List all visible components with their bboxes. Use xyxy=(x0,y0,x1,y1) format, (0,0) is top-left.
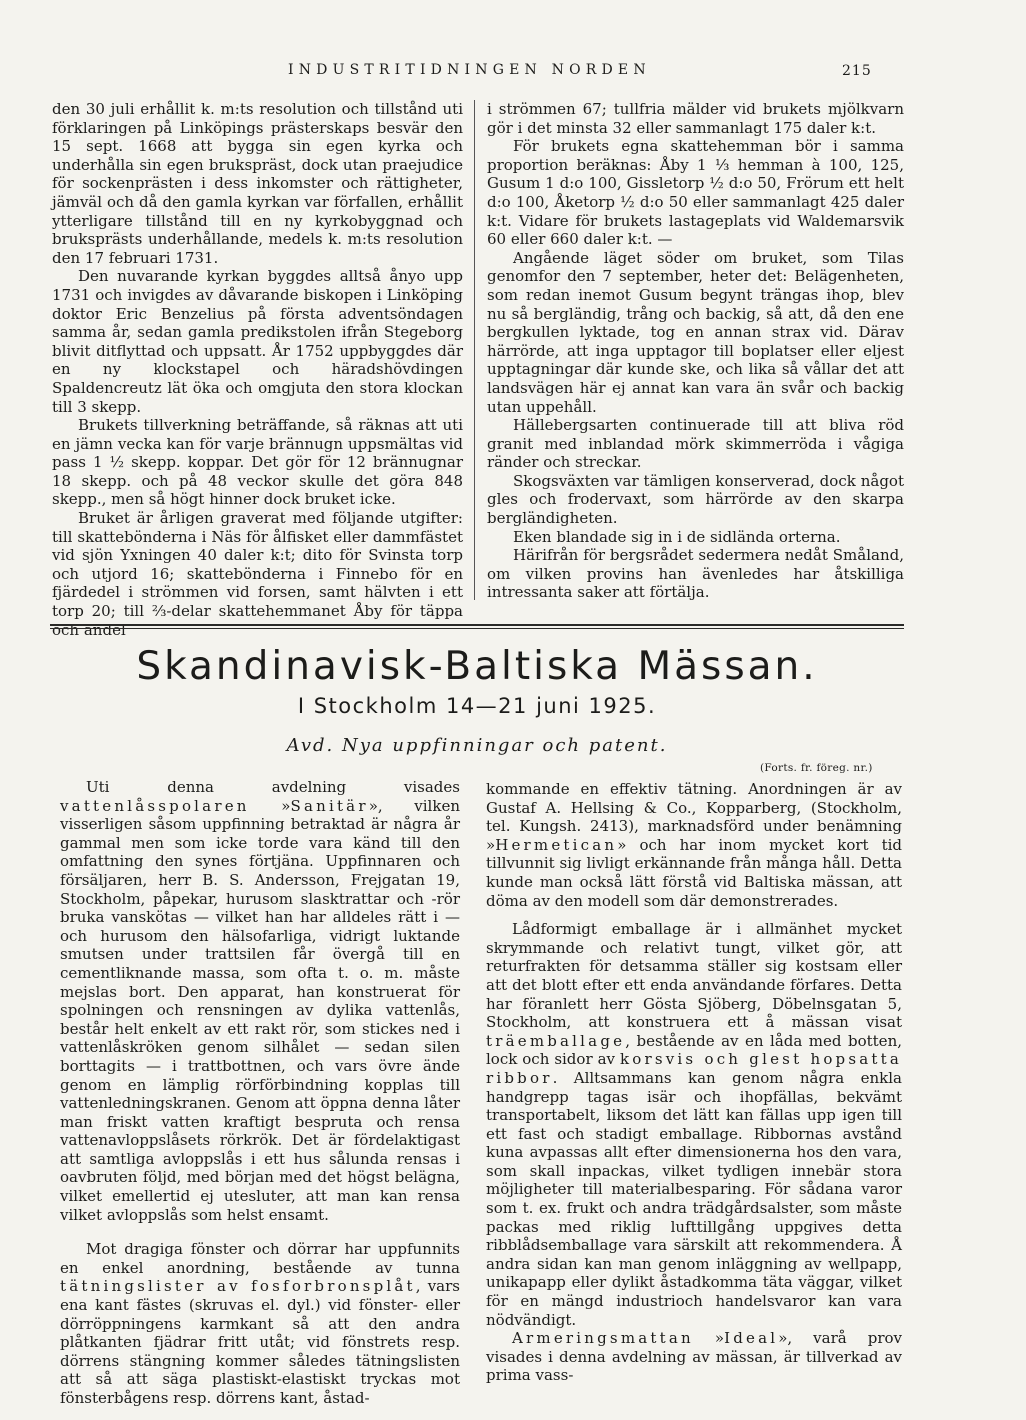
continued-note: (Forts. fr. föreg. nr.) xyxy=(760,762,873,774)
paragraph: Bruket är årligen graverat med följande utgifter: till skattebönderna i Näs för ålfisket eller dammfästet vid sjön Yxningen 40 daler k:t; dito för Svinsta torp och utjord 16; skattebönderna i Finnebo för en fjärdedel i strömmen vid forsen, samt hälvten i ett torp 20; till ⅔-delar skattehemmanet Åby för täppa och andel xyxy=(52,509,463,639)
section-rule xyxy=(50,624,904,626)
paragraph: Hällebergsarten continuerade till att bliva röd granit med inblandad mörk skimmerröda i vågiga ränder och streckar. xyxy=(487,416,904,472)
paragraph: Uti denna avdelning visades vattenlåsspolaren »Sanitär», vilken visserligen såsom uppfinning betraktad är några år gammal men som icke torde vara känd till den omfattning den synes förtjäna. Uppfinnaren och försäljaren, herr B. S. Andersson, Frejgatan 19, Stockholm, påpekar, hurusom slasktrattar och -rör bruka vanskötas — vilket han har alldeles rätt i — och hurusom den hälsofarliga, vidrigt luktande smutsen under trattsilen får övergå till en cementliknande massa, som ofta t. o. m. måste mejslas bort. Den apparat, han konstruerat för spolningen och rensningen av dylika vattenlås, består helt enkelt av ett rakt rör, som stickes ned i vattenlåskröken genom silhålet — sedan silen borttagits — i trattbottnen, och vars övre ände genom en lämplig rörförbindning kopplas till vattenledningskranen. Genom att öppna denna låter man friskt vatten kraftigt bespruta och rensa vattenavloppslåsets rörkrök. Det är fördelaktigast att samtliga avloppslås i ett hus sålunda rensas i oavbruten följd, med början med det högst belägna, vilket emellertid ej utesluter, att man kan rensa vilket avloppslås som helst ensamt. xyxy=(60,778,460,1224)
bottom-left-column xyxy=(60,778,460,1408)
running-title: INDUSTRITIDNINGEN NORDEN xyxy=(288,62,651,78)
top-left-column xyxy=(52,100,463,639)
paragraph: Lådformigt emballage är i allmänhet mycket skrymmande och relativt tungt, vilket gör, att returfrakten för detsamma ställer sig kostsam eller att det blott efter ett enda användande förfares. Detta har föranlett herr Gösta Sjöberg, Döbelnsgatan 5, Stockholm, att konstruera ett å mässan visat träemballage, bestående av en låda med botten, lock och sidor av korsvis och glest hopsatta ribbor. Alltsammans kan genom några enkla handgrepp tagas isär och ihopfällas, bekvämt transportabelt, liksom det lätt kan fällas upp igen till ett fast och stadigt emballage. Ribbornas avstånd kuna avpassas allt efter dimensionerna hos den vara, som skall inpackas, vilket tydligen innebär stora möjligheter till materialbesparing. För sådana varor som t. ex. frukt och andra trädgårdsalster, som måste packas med riklig lufttillgång uppgives detta ribblådsemballage vara särskilt att rekommendera. Å andra sidan kan man genom inläggning av wellpapp, unikapapp eller dylikt åstadkomma täta väggar, vilket för en mängd industrioch handelsvaror kan vara nödvändigt. xyxy=(486,920,902,1329)
bottom-right-column xyxy=(486,780,902,1385)
paragraph: Den nuvarande kyrkan byggdes alltså ånyo upp 1731 och invigdes av dåvarande biskopen i Linköping doktor Eric Benzelius på första adventsöndagen samma år, sedan gamla predikstolen ifrån Stegeborg blivit ditflyttad och uppsatt. År 1752 uppbyggdes där en ny klockstapel och häradshövdingen Spaldencreutz lät öka och omgjuta den stora klockan till 3 skepp. xyxy=(52,267,463,416)
paragraph: den 30 juli erhållit k. m:ts resolution och tillstånd uti förklaringen på Linköpings prästerskaps besvär den 15 sept. 1668 att bygga sin egen kyrka och underhålla sin egen brukspräst, dock utan praejudice för sockenprästen i dess inkomster och rättigheter, jämväl och då den gamla kyrkan var förfallen, erhållit ytterligare tillstånd till en ny kyrkobyggnad och bruksprästs underhållande, medels k. m:ts resolution den 17 februari 1731. xyxy=(52,100,463,267)
column-divider xyxy=(474,100,475,600)
paragraph: Brukets tillverkning beträffande, så räknas att uti en jämn vecka kan för varje brännugn uppsmältas vid pass 1 ½ skepp. koppar. Det gör för 12 brännugnar 18 skepp. och på 48 veckor skulle det göra 848 skepp., men så högt hinner dock bruket icke. xyxy=(52,416,463,509)
paragraph: Angående läget söder om bruket, som Tilas genomfor den 7 september, heter det: Belägenheten, som redan inemot Gusum begynt trängas ihop, blev nu så bergländig, trång och backig, så att, då den ene bergkullen lyktade, tog en annan strax vid. Därav härrörde, att inga upptagor till boplatser eller eljest upptagningar där kunde ske, och lika så vållar det att landsvägen här ej annat kan vara än svår och backig utan uppehåll. xyxy=(487,248,904,416)
top-right-column xyxy=(487,100,904,602)
paragraph: Mot dragiga fönster och dörrar har uppfunnits en enkel anordning, bestående av tunna tätningslister av fosforbronsplåt, vars ena kant fästes (skruvas el. dyl.) vid fönster- eller dörröppningens karmkant så att den andra plåtkanten fjädrar fritt utåt; vid fönstrets resp. dörrens stängning kommer således tätningslisten att så att säga plastiskt-elastiskt tryckas mot fönsterbågens resp. dörrens kant, åstad- xyxy=(60,1240,460,1407)
page-number: 215 xyxy=(842,63,872,79)
paragraph: Härifrån för bergsrådet sedermera nedåt Småland, om vilken provins han ävenledes har åtskilliga intressanta saker att förtälja. xyxy=(487,546,904,602)
section-rule-thin xyxy=(50,628,904,629)
section-heading: Avd. Nya uppfinningar och patent. xyxy=(286,735,668,756)
paragraph: Skogsväxten var tämligen konserverad, dock något gles och frodervaxt, som härrörde av den skarpa bergländigheten. xyxy=(487,471,904,528)
paragraph: Armeringsmattan »Ideal», varå prov visades i denna avdelning av mässan, är tillverkad av prima vass- xyxy=(486,1329,902,1385)
paragraph: För brukets egna skattehemman bör i samma proportion beräknas: Åby 1 ⅓ hemman à 100, 125, Gusum 1 d:o 100, Gissletorp ½ d:o 50, Frörum ett helt d:o 100, Åketorp ½ d:o 50 eller sammanlagt 425 daler k:t. Vidare för brukets lastageplats vid Waldemarsvik 60 eller 660 daler k:t. — xyxy=(487,137,904,249)
article-subtitle: I Stockholm 14—21 juni 1925. xyxy=(297,694,657,718)
paragraph: Eken blandade sig in i de sidlända orterna. xyxy=(513,527,841,546)
article-title: Skandinavisk-Baltiska Mässan. xyxy=(136,644,818,689)
paragraph: i strömmen 67; tullfria mälder vid brukets mjölkvarn gör i det minsta 32 eller sammanlagt 175 daler k:t. xyxy=(487,100,904,137)
paragraph: kommande en effektiv tätning. Anordningen är av Gustaf A. Hellsing & Co., Kopparberg, (Stockholm, tel. Kungsh. 2413), marknadsförd under benämning »Hermetican» och har inom mycket kort tid tillvunnit sig livligt erkännande från många håll. Detta kunde man också lätt förstå vid Baltiska mässan, att döma av den modell som där demonstrerades. xyxy=(486,780,902,910)
